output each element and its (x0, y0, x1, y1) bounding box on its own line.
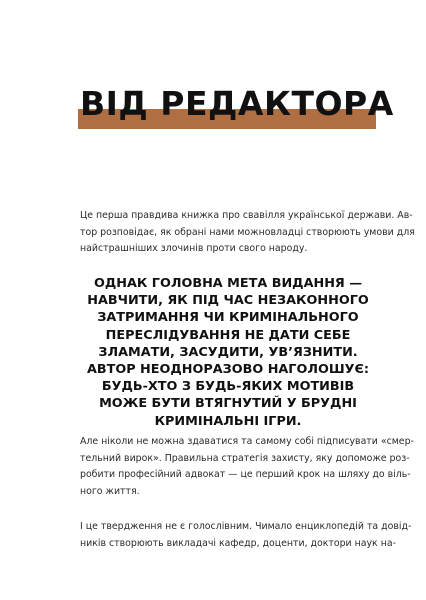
body-line: робити професійний адвокат — це перший крок на шляху до віль- (80, 469, 411, 481)
emphasis-line: КРИМІНАЛЬНІ ІГРИ. (154, 413, 302, 429)
body-line: ників створюють викладачі кафедр, доценти, доктори наук на- (80, 537, 396, 549)
emphasis-line: ЗЛАМАТИ, ЗАСУДИТИ, УВ’ЯЗНИТИ. (98, 344, 358, 360)
emphasis-line: ЗАТРИМАННЯ ЧИ КРИМІНАЛЬНОГО (97, 310, 359, 326)
body-line: Але ніколи не можна здаватися та самому собі підписувати «смер- (80, 436, 414, 447)
body-line: тельний вирок». Правильна стратегія захисту, яку допоможе роз- (80, 452, 410, 464)
page-title: ВІД РЕДАКТОРА (80, 84, 394, 123)
body-paragraph-1 (80, 434, 414, 500)
emphasis-line: НАВЧИТИ, ЯК ПІД ЧАС НЕЗАКОННОГО (87, 293, 369, 309)
intro-line: тор розповідає, як обрані нами можновладці створюють умови для (80, 226, 415, 238)
emphasis-line: ОДНАК ГОЛОВНА МЕТА ВИДАННЯ — (93, 276, 363, 291)
emphasis-line: ПЕРЕСЛІДУВАННЯ НЕ ДАТИ СЕБЕ (105, 327, 351, 343)
intro-line: Це перша правдива книжка про свавілля української держави. Ав- (80, 210, 413, 221)
intro-paragraph (80, 208, 415, 258)
body-paragraph-2 (80, 519, 412, 552)
emphasis-block (78, 275, 378, 430)
body-line: ного життя. (80, 485, 140, 497)
emphasis-line: АВТОР НЕОДНОРАЗОВО НАГОЛОШУЄ: (86, 362, 370, 378)
intro-line: найстрашніших злочинів проти свого народу. (80, 243, 308, 255)
emphasis-line: МОЖЕ БУТИ ВТЯГНУТИЙ У БРУДНІ (99, 396, 357, 412)
body-line: І це твердження не є голослівним. Чимало енциклопедій та довід- (80, 521, 412, 532)
emphasis-line: БУДЬ-ХТО З БУДЬ-ЯКИХ МОТИВІВ (101, 379, 355, 395)
